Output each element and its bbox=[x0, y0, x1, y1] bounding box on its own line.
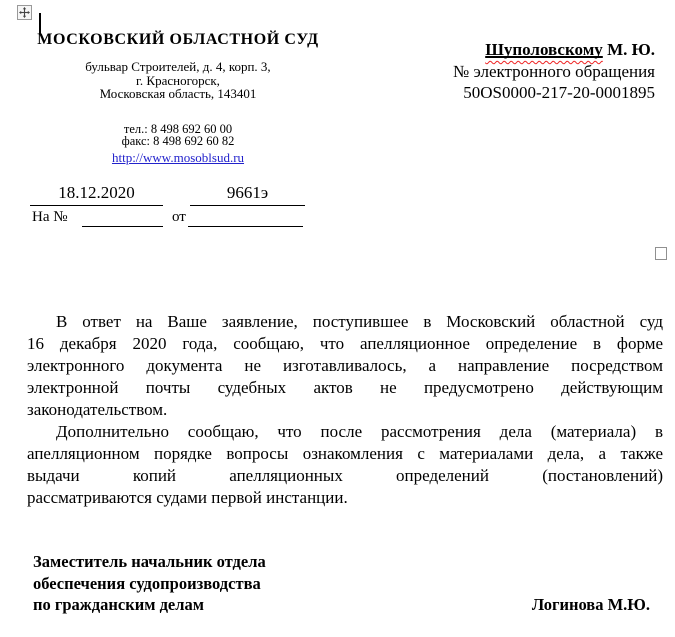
court-phone: тел.: 8 498 692 60 00 bbox=[123, 121, 233, 136]
body-line: 16 декабря 2020 года, сообщаю, что апелляционное определение в форме bbox=[27, 334, 663, 353]
four-way-arrow-icon bbox=[19, 7, 30, 18]
move-handle-icon[interactable] bbox=[17, 5, 32, 20]
signer-position-line: по гражданским делам bbox=[33, 595, 204, 614]
body-line: электронного документа не изготавливалось, а направление посредством bbox=[27, 356, 663, 375]
reference-row bbox=[28, 207, 328, 229]
body-line: рассматриваются судами первой инстанции. bbox=[27, 488, 348, 507]
body-line: апелляционном порядке вопросы ознакомления с материалами дела, а также bbox=[27, 444, 663, 463]
court-contacts bbox=[28, 123, 328, 167]
ref-number-blank bbox=[82, 211, 163, 227]
date-number-row bbox=[28, 179, 328, 206]
court-address-line: г. Красногорск, bbox=[136, 72, 220, 88]
appeal-label: № электронного обращения bbox=[453, 61, 655, 81]
body-line: законодательством. bbox=[27, 400, 168, 419]
ref-number-label: На № bbox=[32, 208, 68, 225]
signer-position-line: Заместитель начальник отдела bbox=[33, 552, 266, 571]
court-address-line: Московская область, 143401 bbox=[99, 86, 257, 101]
signer-position-line: обеспечения судопроизводства bbox=[33, 573, 261, 593]
signature-block bbox=[33, 551, 650, 616]
recipient-block bbox=[420, 39, 655, 104]
recipient-initials: М. Ю. bbox=[602, 40, 655, 59]
court-name: МОСКОВСКИЙ ОБЛАСТНОЙ СУД bbox=[37, 31, 319, 48]
recipient-surname: Шуполовскому bbox=[485, 40, 603, 59]
appeal-number: 50OS0000-217-20-0001895 bbox=[463, 83, 655, 102]
recipient-name bbox=[420, 39, 655, 61]
court-address-line: бульвар Строителей, д. 4, корп. 3, bbox=[85, 59, 271, 74]
body-line: электронной почты судебных актов не предусмотрено действующим bbox=[27, 378, 663, 397]
body-line: выдачи копий апелляционных определений (постановлений) bbox=[27, 466, 663, 485]
ref-from-label: от bbox=[172, 208, 186, 225]
signer-name: Логинова М.Ю. bbox=[531, 595, 650, 614]
body-line: Дополнительно сообщаю, что после рассмотрения дела (материала) в bbox=[56, 422, 663, 441]
ref-date-blank bbox=[188, 211, 303, 227]
anchor-marker-icon bbox=[655, 247, 667, 260]
letter-body bbox=[27, 311, 663, 509]
letterhead bbox=[28, 31, 328, 229]
body-line: В ответ на Ваше заявление, поступившее в Московский областной суд bbox=[56, 312, 663, 331]
court-website-link[interactable]: http://www.mosoblsud.ru bbox=[111, 149, 245, 165]
outgoing-number: 9661э bbox=[190, 182, 305, 206]
letter-date: 18.12.2020 bbox=[30, 182, 163, 206]
court-fax: факс: 8 498 692 60 82 bbox=[121, 134, 235, 148]
